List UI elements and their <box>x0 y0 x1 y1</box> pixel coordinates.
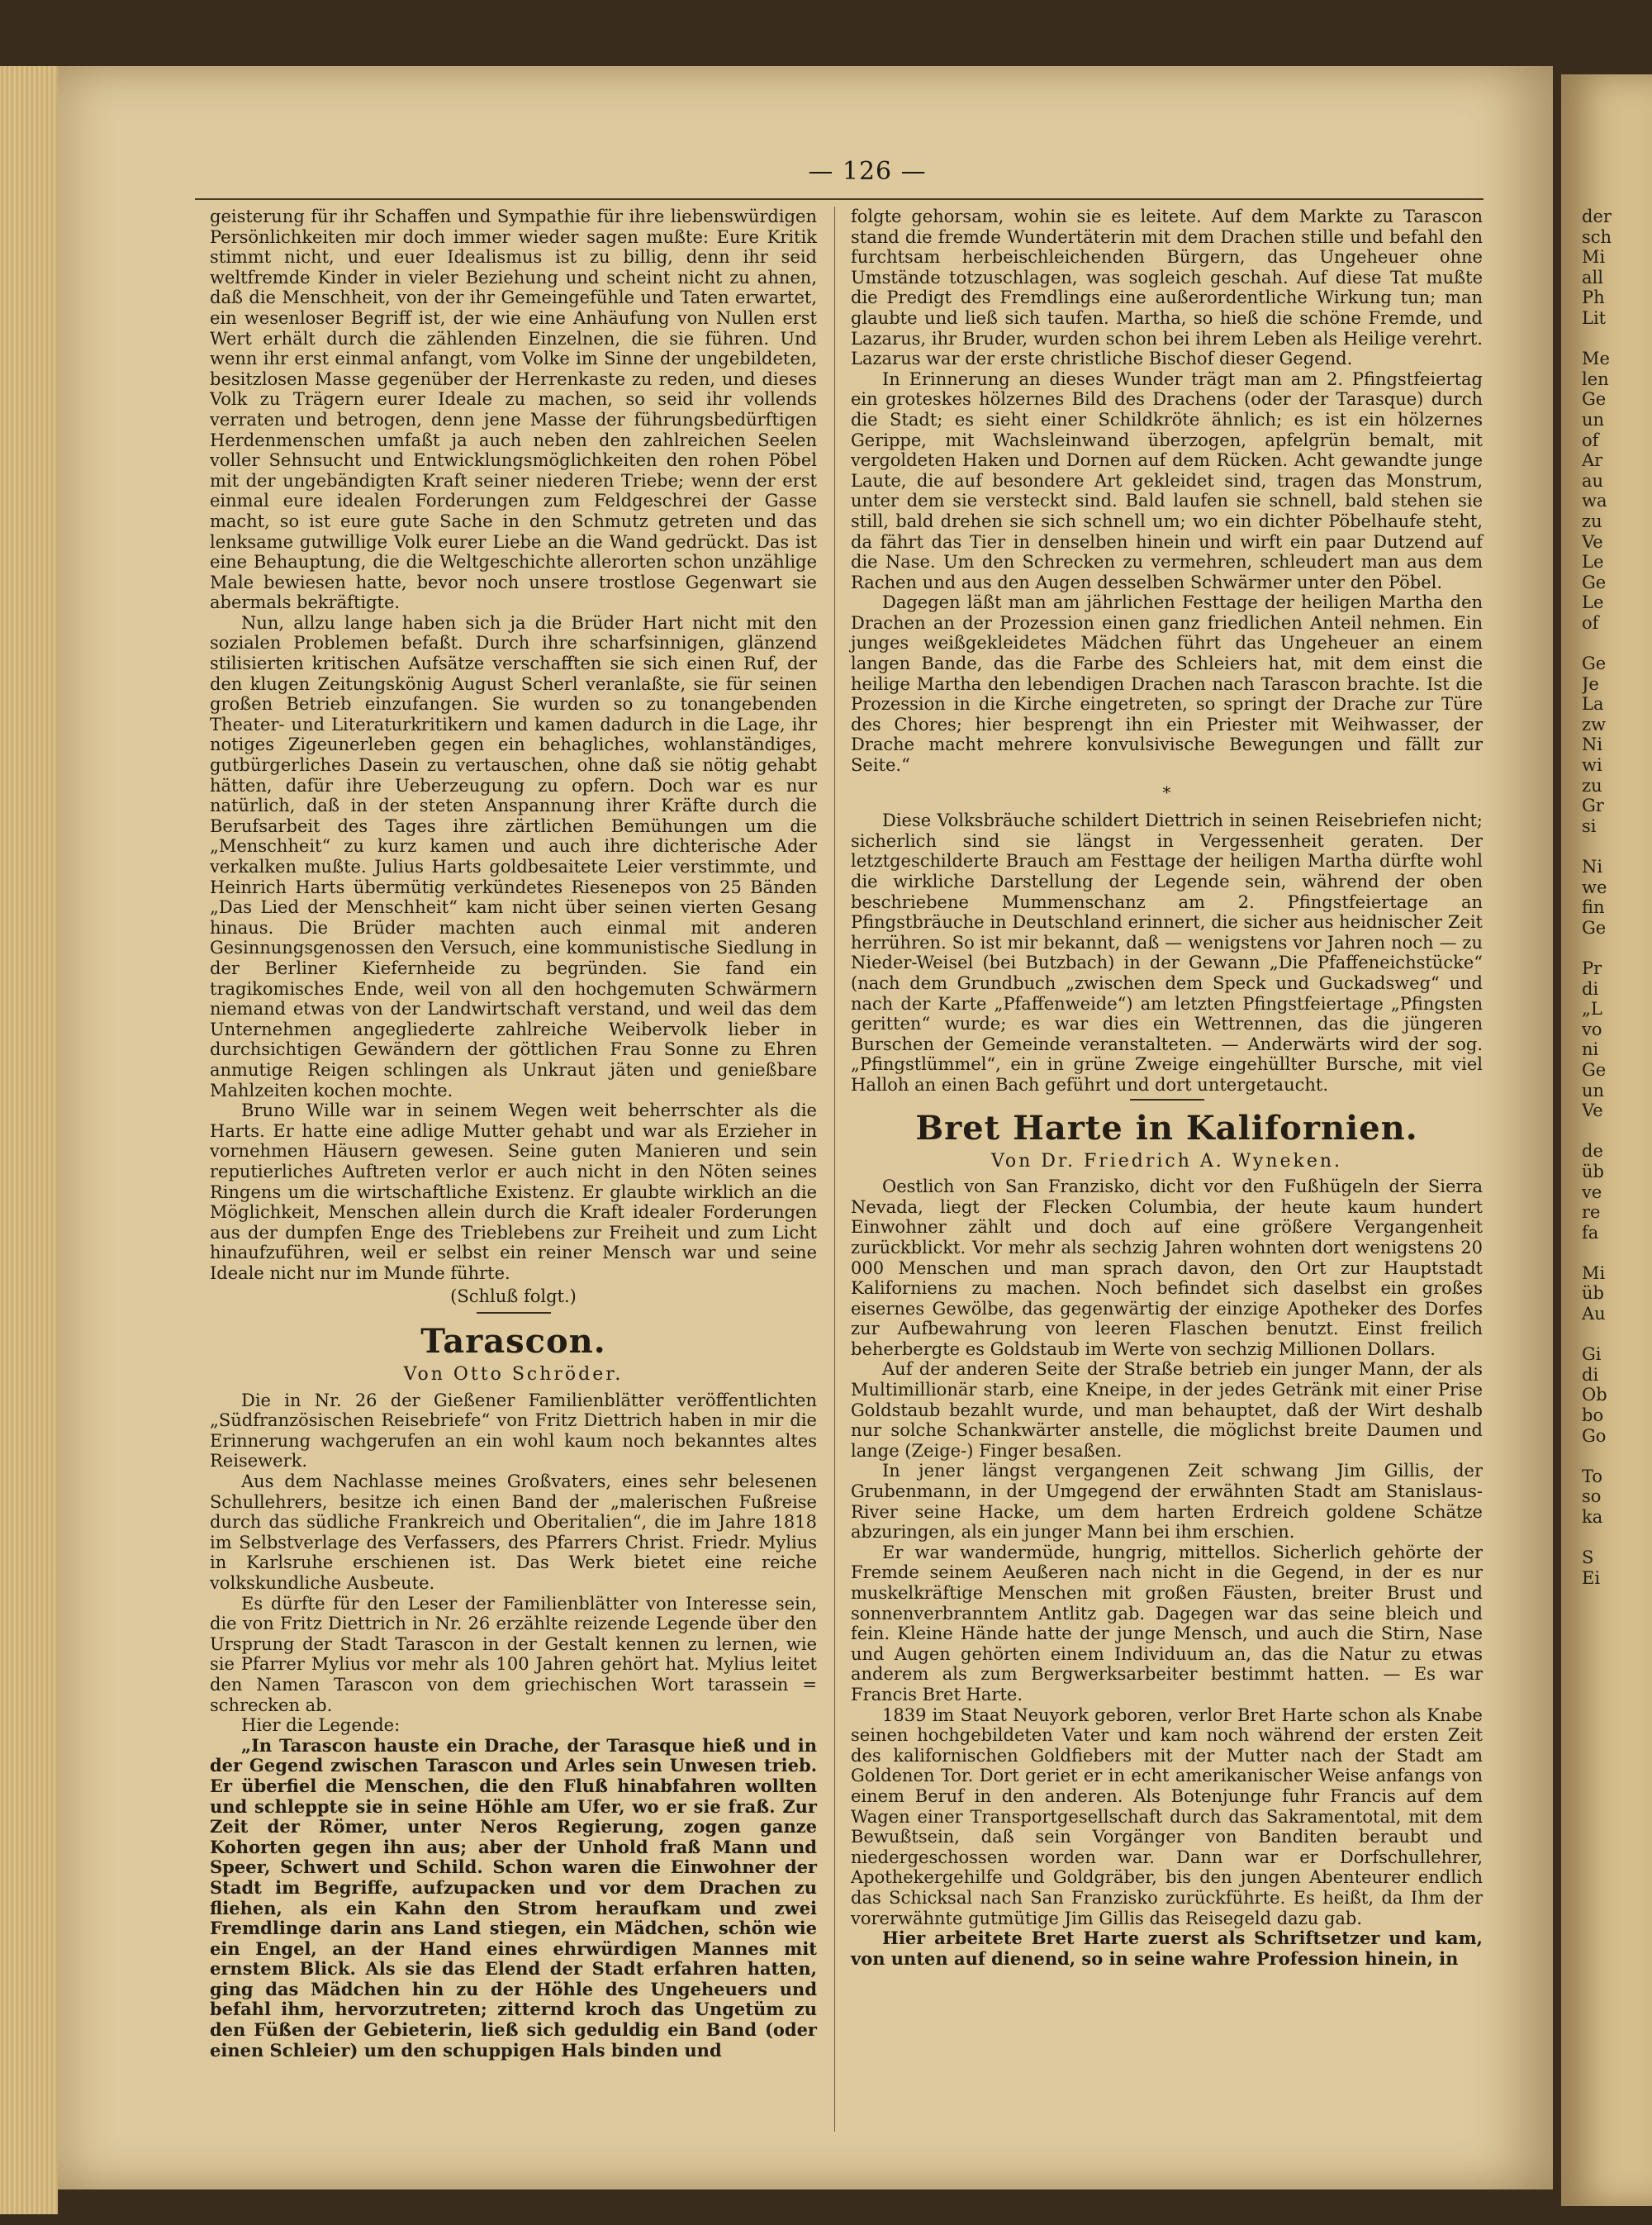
adjacent-page-fragment: fin <box>1582 897 1605 918</box>
adjacent-page-fragment: Ge <box>1582 654 1607 674</box>
left-column <box>210 207 817 2061</box>
adjacent-page-fragment: Ob <box>1582 1385 1607 1405</box>
adjacent-page-fragment: zu <box>1582 511 1602 531</box>
adjacent-page-text <box>1582 207 1652 1588</box>
tarascon-byline: Von Otto Schröder. <box>403 1364 624 1386</box>
tarascon-paragraph: In Erinnerung an dieses Wunder trägt man am 2. Pfingstfeiertag ein groteskes hölzernes Bild des Drachens (oder der Tarasque) durch die Stadt; es sieht einer Schildkröte ähnlich; es ist ein hölzernes Gerippe, mit Wachsleinwand überzogen, apfelgrün bemalt, mit vergoldeten Haken und Dornen auf dem Rücken. Acht gewandte junge Laute, die auf besondere Art gekleidet sind, tragen das Monstrum, unter dem sie versteckt sind. Bald laufen sie schnell, bald stehen sie still, bald drehen sie sich schnell um; wo ein dichter Pöbelhaufe steht, da fährt das Tier in denselben hinein und wirft ein paar Dutzend auf die Nase. Um den Schrecken zu vermehren, schleudert man aus dem Rachen und aus den Augen desselben Schwärmer unter den Pöbel. <box>851 368 1483 592</box>
adjacent-page-fragment: Ge <box>1582 389 1607 410</box>
adjacent-page-fragment: vo <box>1582 1019 1602 1039</box>
adjacent-page-fragment: Ge <box>1582 1059 1607 1080</box>
tarascon-paragraph: Die in Nr. 26 der Gießener Familienblätter veröffentlichten „Südfranzösischen Reisebriefe“ von Fritz Diettrich haben in mir die Erinnerung wachgerufen an ein wohl kaum noch bekanntes altes Reisewerk. <box>210 1390 817 1471</box>
harte-paragraph: In jener längst vergangenen Zeit schwang Jim Gillis, der Grubenmann, in der Umgegend der erwähnten Stadt am Stanislaus-River seine Hacke, um dem harten Erdreich goldene Schätze abzuringen, als ein junger Mann bei ihm erschien. <box>851 1461 1483 1543</box>
adjacent-page-fragment: fa <box>1582 1222 1599 1243</box>
section-separator <box>1130 1099 1204 1101</box>
adjacent-page-fragment: S <box>1582 1548 1594 1568</box>
top-rule <box>195 198 1483 200</box>
tarascon-legend: „In Tarascon hauste ein Drache, der Tarasque hieß und in der Gegend zwischen Tarascon und Arles sein Unwesen trieb. Er überfiel die Menschen, die den Fluß hinabfahren wollten und schleppte sie in seine Höhle am Ufer, wo er sie fraß. Zur Zeit der Römer, unter Neros Regierung, zogen ganze Kohorten gegen ihn aus; aber der Unhold fraß Mann und Speer, Schwert und Schild. Schon waren die Einwohner der Stadt im Begriffe, aufzupacken und vor dem Drachen zu fliehen, als ein Kahn den Strom heraufkam und zwei Fremdlinge darin ans Land stiegen, ein Mädchen, schön wie ein Engel, an der Hand eines ehrwürdigen Mannes mit ernstem Blick. Als sie das Elend der Stadt erfahren hatten, ging das Mädchen hin zu der Höhle des Ungeheuers und befahl ihm, hervorzutreten; zitternd kroch das Ungetüm zu den Füßen der Gebieterin, ließ sich geduldig ein Band (oder einen Schleier) um den schuppigen Hals binden und <box>210 1734 817 2061</box>
adjacent-page-fragment: Ni <box>1582 735 1603 755</box>
adjacent-page-fragment: ve <box>1582 1181 1602 1202</box>
adjacent-page-fragment <box>1582 633 1652 654</box>
adjacent-page-fragment: „L <box>1582 999 1602 1020</box>
book-edge-left <box>0 66 58 2214</box>
adjacent-page-fragment: len <box>1582 368 1609 389</box>
adjacent-page-fragment: Le <box>1582 552 1604 573</box>
adjacent-page-fragment: Je <box>1582 673 1599 694</box>
adjacent-page-fragment: un <box>1582 409 1605 430</box>
adjacent-page-fragment: sch <box>1582 226 1612 247</box>
adjacent-page-fragment: To <box>1582 1466 1603 1486</box>
harte-paragraph: 1839 im Staat Neuyork geboren, verlor Bret Harte schon als Knabe seinen hochgebildeten Vater und kam noch während der ersten Zeit des kalifornischen Goldfiebers mit der Mutter nach der Stadt am Goldenen Tor. Dort geriet er in echt amerikanischer Weise anfangs von einem Beruf in den anderen. Als Botenjunge fuhr Francis auf dem Wagen einer Transportgesellschaft durch das Sakramentotal, mit dem Bewußtsein, daß sein Vorgänger von Banditen beraubt und niedergeschossen worden war. Dann war er Dorfschullehrer, Apothekergehilfe und Goldgräber, bis den jungen Abenteurer endlich das Schicksal nach San Franzisko zurückführte. Es heißt, da Ihm der vorerwähnte gutmütige Jim Gillis das Reisegeld dazu gab. <box>851 1704 1483 1928</box>
section-separator <box>477 1312 551 1314</box>
continuation-note: (Schluß folgt.) <box>450 1286 577 1307</box>
adjacent-page-fragment: si <box>1582 815 1597 836</box>
adjacent-page-fragment: üb <box>1582 1283 1604 1304</box>
adjacent-page-fragment: Ar <box>1582 450 1603 471</box>
adjacent-page-fragment: di <box>1582 978 1599 999</box>
adjacent-page-fragment <box>1582 1446 1652 1467</box>
right-column <box>851 207 1483 1969</box>
adjacent-page-fragment: Ei <box>1582 1567 1601 1588</box>
harte-paragraph: Auf der anderen Seite der Straße betrieb ein junger Mann, der als Multimillionär starb, eine Kneipe, in der jedes Getränk mit einer Prise Goldstaub bezahlt wurde, und man behauptet, daß der Wirt deshalb nur solche Schankwärter anstelle, die möglichst breite Daumen und lange (Zeige-) Finger besaßen. <box>851 1359 1483 1461</box>
adjacent-page-fragment: ka <box>1582 1507 1603 1527</box>
harte-byline: Von Dr. Friedrich A. Wyneken. <box>990 1150 1343 1172</box>
adjacent-page-fragment <box>1582 836 1652 857</box>
adjacent-page-fragment: Me <box>1582 349 1610 369</box>
adjacent-page-fragment <box>1582 1243 1652 1263</box>
adjacent-page-fragment: La <box>1582 694 1604 715</box>
adjacent-page-fragment: Ph <box>1582 288 1605 308</box>
adjacent-page-fragment: wi <box>1582 755 1602 776</box>
harte-title: Bret Harte in Kalifornien. <box>915 1108 1418 1148</box>
hart-paragraph: Bruno Wille war in seinem Wegen weit beherrschter als die Harts. Er hatte eine adlige Mutter gehabt und war als Erzieher in vornehmen Häusern gewesen. Seine guten Manieren und sein reputierliches Auftreten verlor er auch nicht in den Nöten seines Ringens um die wirtschaftliche Existenz. Er glaubte wirklich an die Möglichkeit, Menschen allein durch die Kraft idealer Forderungen aus der dumpfen Enge des Trieblebens zur Freiheit und zum Licht hinaufzuführen, weil er selbst ein reiner Mensch war und seine Ideale nicht nur im Munde führte. <box>210 1101 817 1283</box>
adjacent-page-fragment: wa <box>1582 491 1607 511</box>
tarascon-paragraph: Es dürfte für den Leser der Familienblätter von Interesse sein, die von Fritz Diettrich in Nr. 26 erzählte reizende Legende über den Ursprung der Stadt Tarascon in der Gestalt kennen zu lernen, wie sie Pfarrer Mylius vor mehr als 100 Jahren gehört hat. Mylius leitet den Namen Tarascon von dem griechischen Wort tarassein = schrecken ab. <box>210 1593 817 1715</box>
tarascon-paragraph: folgte gehorsam, wohin sie es leitete. Auf dem Markte zu Tarascon stand die fremde Wundertäterin mit dem Drachen stille und befahl den furchtsam herbeischleichenden Bürgern, das Ungeheuer ohne Umstände totzuschlagen, was sogleich geschah. Auf diese Tat mußte die Predigt des Fremdlings eine außerordentliche Wirkung tun; man glaubte und ließ sich taufen. Martha, so hieß die schöne Fremde, und Lazarus, ihr Bruder, wurden schon bei ihrem Leben als Heilige verehrt. Lazarus war der erste christliche Bischof dieser Gegend. <box>851 207 1483 369</box>
tarascon-epilogue: Diese Volksbräuche schildert Diettrich in seinen Reisebriefen nicht; sicherlich sind sie längst in Vergessenheit geraten. Der letztgeschilderte Brauch am Festtage der heiligen Martha dürfte wohl die wirkliche Darstellung der Legende sein, während der oben beschriebene Mummenschanz am 2. Pfingstfeiertage an Pfingstbräuche in Deutschland erinnert, die sicher aus heidnischer Zeit herrühren. So ist mir bekannt, daß — wenigstens vor Jahren noch — zu Nieder-Weisel (bei Butzbach) in der Gewann „Die Pfaffeneichstücke“ (nach dem Grundbuch „zwischen dem Speck und Guckadsweg“ und nach der Karte „Pfaffenweide“) am letzten Pfingstfeiertage „Pfingsten geritten“ wurde; es war dies ein Wettrennen, das die jüngeren Burschen der Gemeinde veranstalteten. — Anderwärts wird der sog. „Pfingstlümmel“, ein in grüne Zweige eingehüllter Bursche, mit viel Halloh an einen Bach geführt und dort untergetaucht. <box>851 811 1483 1095</box>
adjacent-page-fragment: Gi <box>1582 1344 1602 1365</box>
adjacent-page-fragment: Gr <box>1582 796 1604 816</box>
adjacent-page-fragment: we <box>1582 877 1607 897</box>
adjacent-page-fragment <box>1582 329 1652 349</box>
adjacent-page-fragment: der <box>1582 207 1612 226</box>
adjacent-page-fragment: Le <box>1582 592 1604 613</box>
adjacent-page-fragment <box>1582 1121 1652 1142</box>
adjacent-page-fragment: Ge <box>1582 572 1607 592</box>
page-number: — 126 — <box>808 157 927 186</box>
adjacent-page-fragment: Ni <box>1582 857 1603 877</box>
adjacent-page-fragment: ni <box>1582 1039 1599 1060</box>
adjacent-page-fragment: au <box>1582 470 1604 491</box>
adjacent-page-fragment: of <box>1582 430 1599 450</box>
asterisk-separator: * <box>1162 782 1171 802</box>
adjacent-page-fragment <box>1582 938 1652 958</box>
tarascon-paragraph: Dagegen läßt man am jährlichen Festtage der heiligen Martha den Drachen an der Prozession einen ganz friedlichen Anteil nehmen. Ein junges weißgekleidetes Mädchen führt das Ungeheuer an einem langen Bande, das die Farbe des Schleiers hat, mit dem einst die heilige Martha den lebendigen Drachen nach Tarascon brachte. Ist die Prozession in die Kirche eingetreten, so springt der Drache zur Türe des Chores; hier besprengt ihn ein Priester mit Weihwasser, der Drache macht mehrere konvulsivische Bewegungen und fällt zur Seite.“ <box>851 592 1483 776</box>
adjacent-page-fragment: di <box>1582 1364 1599 1385</box>
adjacent-page-fragment: Pr <box>1582 958 1602 978</box>
adjacent-page-fragment <box>1582 1528 1652 1548</box>
adjacent-page-fragment: üb <box>1582 1161 1604 1181</box>
column-divider <box>834 207 835 2132</box>
adjacent-page-fragment: zw <box>1582 714 1607 735</box>
hart-paragraph: Nun, allzu lange haben sich ja die Brüder Hart nicht mit den sozialen Problemen befaßt. Durch ihre scharfsinnigen, glänzend stilisierten kritischen Aufsätze verschafften sie sich einen Ruf, der den klugen Zeitungskönig August Scherl veranlaßte, sie für seinen großen Betrieb einzufangen. Sie wurden so zu tonangebenden Theater- und Literaturkritikern und kamen dadurch in die Lage, ihr notiges Zigeunerleben gegen ein behagliches, wohlanständiges, gutbürgerliches Dasein zu vertauschen, ohne daß sie nötig gehabt hätten, dafür ihre Ueberzeugung zu opfern. Doch war es nur natürlich, daß in der steten Anspannung ihrer Kräfte durch die Berufsarbeit des Tages ihre zärtlichen Bemühungen um die „Menschheit“ zu kurz kamen und auch ihre dichterische Ader verkalken mußte. Julius Harts goldbesaitete Leier verstimmte, und Heinrich Harts übermütig verkündetes Riesenepos von 25 Bänden „Das Lied der Menschheit“ kam nicht über seinen vierten Gesang hinaus. Die Brüder machten auch einmal mit anderen Gesinnungsgenossen den Versuch, eine kommunistische Siedlung in der Berliner Kiefernheide zu begründen. Sie fand ein tragikomisches Ende, weil von all den hochgemuten Schwärmern niemand etwas von der Landwirtschaft verstand, und weil das dem Unternehmen angegliederte zahlreiche Weibervolk lieber in durchsichtigen Gewändern der göttlichen Frau Sonne zu Ehren anmutige Reigen schlingen als Unkraut jäten und genießbare Mahlzeiten kochen mochte. <box>210 612 817 1101</box>
adjacent-page-fragment: zu <box>1582 775 1602 796</box>
adjacent-page-fragment: all <box>1582 267 1603 288</box>
adjacent-page-fragment: bo <box>1582 1405 1604 1426</box>
adjacent-page-fragment: of <box>1582 612 1599 633</box>
harte-paragraph: Hier arbeitete Bret Harte zuerst als Schriftsetzer und kam, von unten auf dienend, so in seine wahre Profession hinein, in <box>851 1928 1483 1969</box>
adjacent-page-fragment: re <box>1582 1202 1601 1223</box>
adjacent-page-fragment: un <box>1582 1080 1605 1101</box>
adjacent-page-fragment: Au <box>1582 1304 1606 1324</box>
adjacent-page-fragment: Mi <box>1582 1262 1606 1283</box>
adjacent-page-fragment: Lit <box>1582 307 1607 328</box>
tarascon-paragraph: Aus dem Nachlasse meines Großvaters, eines sehr belesenen Schullehrers, besitze ich einen Band der „malerischen Fußreise durch das südliche Frankreich und Oberitalien“, die im Jahre 1818 im Selbstverlage des Verfassers, des Pfarrers Christ. Friedr. Mylius in Karlsruhe erschienen ist. Das Werk bietet eine reiche volkskundliche Ausbeute. <box>210 1471 817 1593</box>
adjacent-page-fragment: de <box>1582 1141 1603 1162</box>
tarascon-title: Tarascon. <box>420 1322 606 1362</box>
adjacent-page-fragment: Ve <box>1582 531 1603 552</box>
harte-paragraph: Er war wandermüde, hungrig, mittellos. Sicherlich gehörte der Fremde seinem Aeußeren nach nicht in die Gegend, in der es nur muskelkräftige Menschen mit großen Fäusten, breiter Brust und sonnenverbranntem Antlitz gab. Dagegen war das seine bleich und fein. Kleine Hände hatte der junge Mensch, und auch die Stirn, Nase und Augen gehörten einem Individuum an, das die Natur zu etwas anderem als zum Bergwerksarbeiter bestimmt hatten. — Es war Francis Bret Harte. <box>851 1542 1483 1704</box>
adjacent-page-fragment: Ge <box>1582 917 1607 938</box>
tarascon-paragraph: Hier die Legende: <box>241 1715 401 1736</box>
hart-paragraph: geisterung für ihr Schaffen und Sympathie für ihre liebenswürdigen Persönlichkeiten mir doch immer wieder sagen mußte: Eure Kritik stimmt nicht, und euer Idealismus ist zu billig, denn ihr seid weltfremde Kinder in vieler Beziehung und scheint nicht zu ahnen, daß die Menschheit, von der ihr Gemeingefühle und Taten erwartet, ein wesenloser Begriff ist, der wie eine Anhäufung von Nullen erst Wert erhält durch die zählenden Einzelnen, die sie führen. Und wenn ihr erst einmal anfangt, vom Volke im Sinne der ungebildeten, besitzlosen Masse gegenüber der Herrenkaste zu reden, und dieses Volk zu Trägern eurer Ideale zu machen, so seid ihr vollends verraten und betrogen, denn jene Masse der führungsbedürftigen Herdenmenschen umfaßt ja auch neben den zahlreichen Seelen voller Sehnsucht und Entwicklungsmöglichkeiten den rohen Pöbel mit der ungebändigten Kraft seiner niederen Triebe; wenn der erst einmal eure idealen Forderungen zum Feldgeschrei der Gasse macht, so ist eure gute Sache in den Schmutz getreten und das lenksame gutwillige Volk eurer Liebe an die Wand gedrückt. Das ist eine Behauptung, die die Weltgeschichte allerorten schon unzählige Male bewiesen hatte, bevor noch unsere trostlose Gegenwart sie abermals bekräftigte. <box>210 207 817 613</box>
adjacent-page-fragment: Mi <box>1582 247 1606 268</box>
adjacent-page-fragment <box>1582 1324 1652 1345</box>
adjacent-page-fragment: so <box>1582 1486 1602 1507</box>
harte-paragraph: Oestlich von San Franzisko, dicht vor den Fußhügeln der Sierra Nevada, liegt der Flecken Columbia, der heute kaum hundert Einwohner zählt und doch auf eine größere Vergangenheit zurückblickt. Vor mehr als sechzig Jahren wohnten dort wenigstens 20 000 Menschen und man sprach davon, den Ort zur Hauptstadt Kaliforniens zu machen. Noch befindet sich daselbst ein großes eisernes Gewölbe, das gegenwärtig der einzige Apotheker des Dorfes zur Aufbewahrung von leeren Flaschen benutzt. Einst freilich beherbergte es Goldstaub im Werte von sechzig Millionen Dollars. <box>851 1177 1483 1359</box>
adjacent-page-fragment: Ve <box>1582 1101 1603 1121</box>
adjacent-page-fragment: Go <box>1582 1425 1607 1446</box>
